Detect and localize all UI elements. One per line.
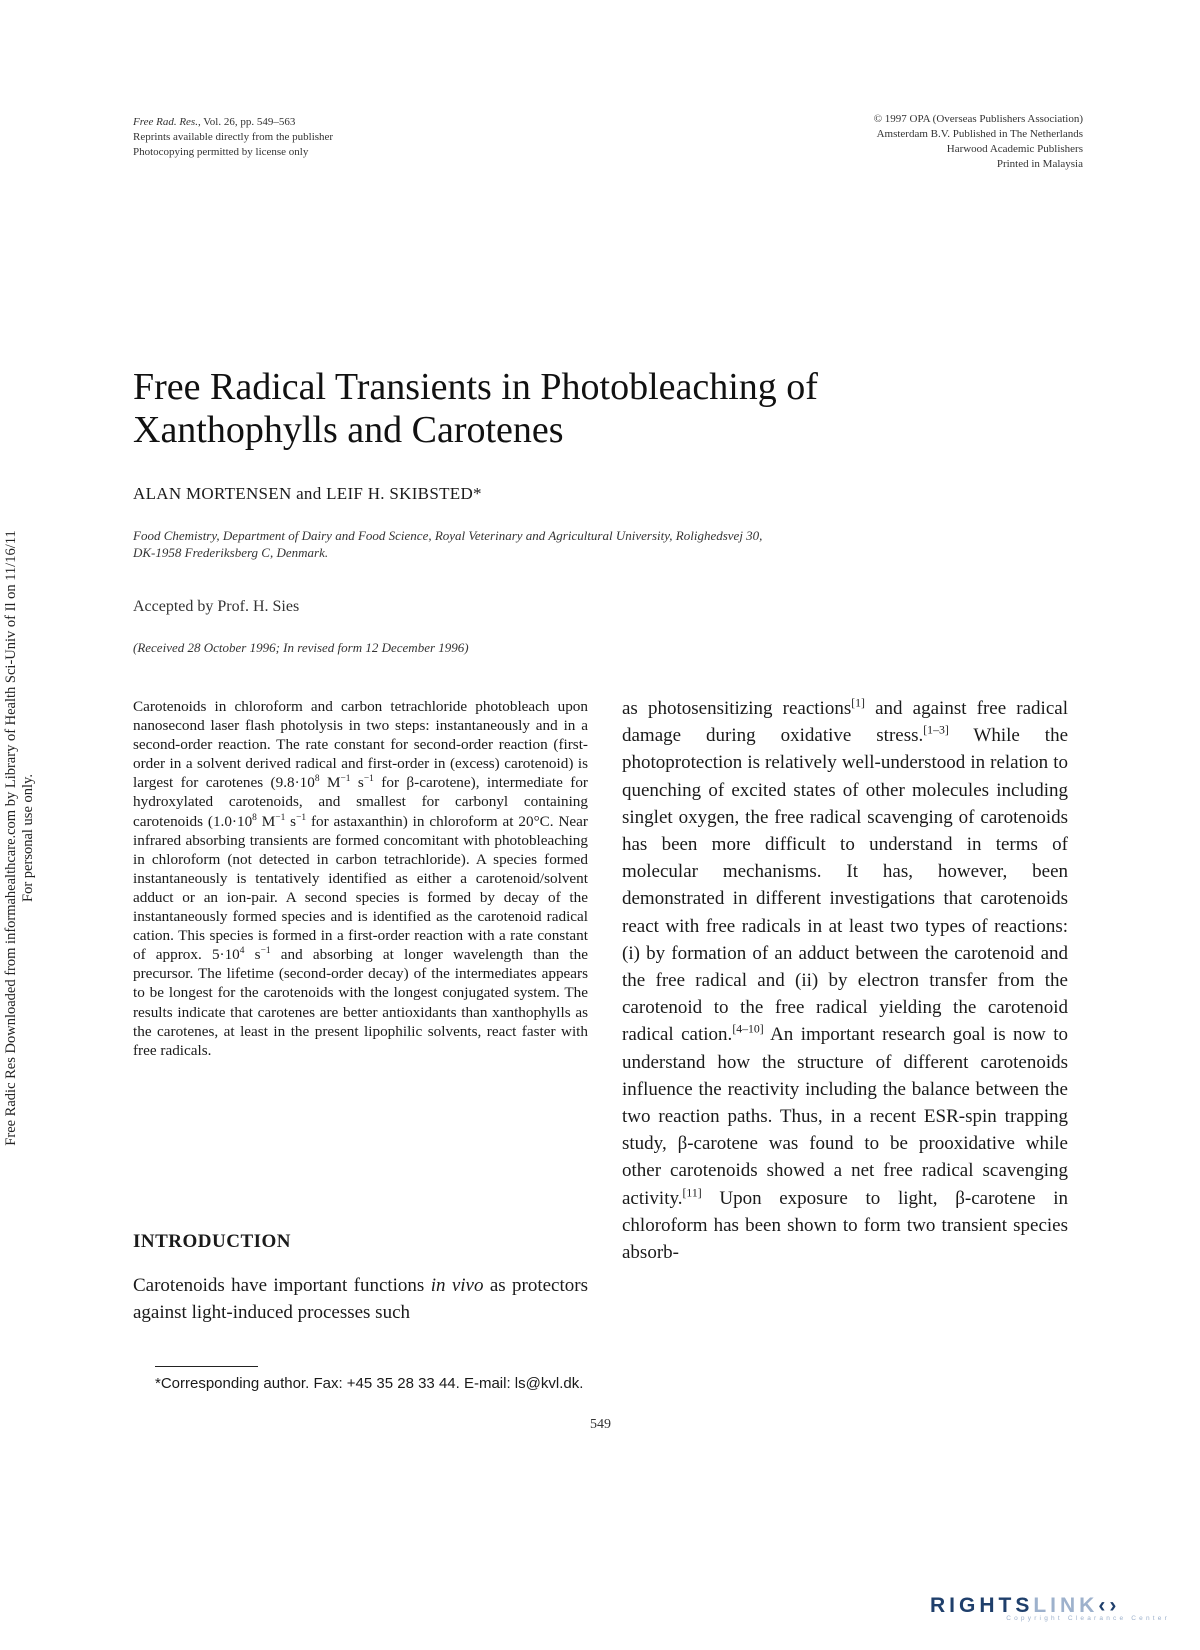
citation-ref[interactable]: [1–3] — [923, 723, 949, 737]
printed-in: Printed in Malaysia — [996, 158, 1083, 170]
photocopy-note: Photocopying permitted by license only — [133, 146, 309, 158]
intro-paragraph-1: Carotenoids have important functions in vivo as protectors against light-induced processes such — [133, 1275, 588, 1323]
logo-tagline: Copyright Clearance Center — [1006, 1615, 1170, 1622]
received-dates: (Received 28 October 1996; In revised form 12 December 1996) — [133, 640, 469, 655]
affiliation-line-1: Food Chemistry, Department of Dairy and Food Science, Royal Veterinary and Agricultural University, Rolighedsvej 30, — [133, 528, 763, 543]
footnote-rule — [155, 1366, 258, 1367]
rightslink-logo[interactable] — [930, 1594, 1170, 1634]
abstract: Carotenoids in chloroform and carbon tetrachloride photobleach upon nanosecond laser flash photolysis in two steps: instantaneously and in a second-order reaction. The rate constant for second-order reaction (first-order in a solvent derived radical and first-order in (excess) carotenoid) is largest for carotenes ($9.8\cdot 10^8$ $M^{-1}$ $s^{-1}$ for β-carotene), intermediate for hydroxylated carotenoids, and smallest for carbonyl containing carotenoids ($1.0\cdot 10^8$ $M^{-1}$ $s^{-1}$ for astaxanthin) in chloroform at 20°C. Near infrared absorbing transients are formed concomitant with photobleaching in chloroform (not detected in carbon tetrachloride). A species formed instantaneously is tentatively identified as either a carotenoid/solvent adduct or an ion-pair. A second species is formed by decay of the instantaneously formed species and is identified as the carotenoid radical cation. This species is formed in a first-order reaction with a rate constant of approx. $5\cdot 10^4$ $s^{-1}$ and absorbing at longer wavelength than the precursor. The lifetime (second-order decay) of the intermediates appears to be longest for the carotenoids with the longest conjugated system. The results indicate that carotenes are better antioxidants than xanthophylls as the carotenes, at least in the present lipophilic solvents, react faster with free radicals. — [133, 698, 588, 1059]
title-line-2: Xanthophylls and Carotenes — [133, 409, 564, 451]
download-watermark — [0, 0, 40, 1650]
copyright-line: © 1997 OPA (Overseas Publishers Association) — [873, 113, 1083, 125]
logo-dark-text: RIGHTS — [930, 1594, 1034, 1617]
intro-paragraph-2: as photosensitizing reactions[1] and against free radical damage during oxidative stress.[1–3] While the photoprotection is relatively well-understood in relation to quenching of excited states of other molecules including singlet oxygen, the free radical scavenging of carotenoids has been more difficult to understand in terms of molecular mechanisms. It has, however, been demonstrated in different investigations that carotenoids react with free radicals in at least two types of reactions: (i) by formation of an adduct between the carotenoid and the free radical and (ii) by electron transfer from the carotenoid to the free radical yielding the carotenoid radical cation.[4–10] An important research goal is now to understand how the structure of different carotenoids influence the reactivity including the balance between the two reaction paths. Thus, in a recent ESR-spin trapping study, β-carotene was found to be prooxidative while other carotenoids showed a net free radical scavenging activity.[11] Upon exposure to light, β-carotene in chloroform has been shown to form two transient species absorb- — [622, 696, 1069, 1264]
affiliation — [133, 527, 983, 561]
logo-light-text: LINK — [1033, 1594, 1099, 1617]
publisher-location: Amsterdam B.V. Published in The Netherlands — [876, 128, 1083, 140]
running-header-left — [133, 115, 493, 160]
accepted-by: Accepted by Prof. H. Sies — [133, 598, 300, 615]
affiliation-line-2: DK-1958 Frederiksberg C, Denmark. — [133, 545, 329, 560]
title-line-1: Free Radical Transients in Photobleaching of — [133, 366, 818, 408]
chevron-icon: ‹› — [1098, 1594, 1121, 1617]
corresponding-author-footnote: *Corresponding author. Fax: +45 35 28 33 44. E-mail: ls@kvl.dk. — [155, 1375, 584, 1392]
journal-volume: , Vol. 26, pp. 549–563 — [197, 116, 296, 128]
article-title — [133, 366, 953, 452]
author-list: ALAN MORTENSEN and LEIF H. SKIBSTED* — [133, 484, 482, 503]
watermark-line-2: For personal use only. — [20, 774, 36, 902]
reprints-note: Reprints available directly from the publisher — [133, 131, 334, 143]
citation-ref[interactable]: [1] — [851, 696, 865, 710]
running-header-right — [723, 112, 1083, 172]
citation-ref[interactable]: [4–10] — [732, 1023, 764, 1037]
page-number: 549 — [590, 1417, 611, 1432]
watermark-line-1: Free Radic Res Downloaded from informahealthcare.com by Library of Health Sci-Univ of Il on 11/16/11 — [3, 530, 19, 1146]
section-heading-introduction: INTRODUCTION — [133, 1231, 292, 1252]
journal-name: Free Rad. Res. — [133, 116, 198, 128]
citation-ref[interactable]: [11] — [682, 1186, 702, 1200]
publisher-name: Harwood Academic Publishers — [946, 143, 1083, 155]
